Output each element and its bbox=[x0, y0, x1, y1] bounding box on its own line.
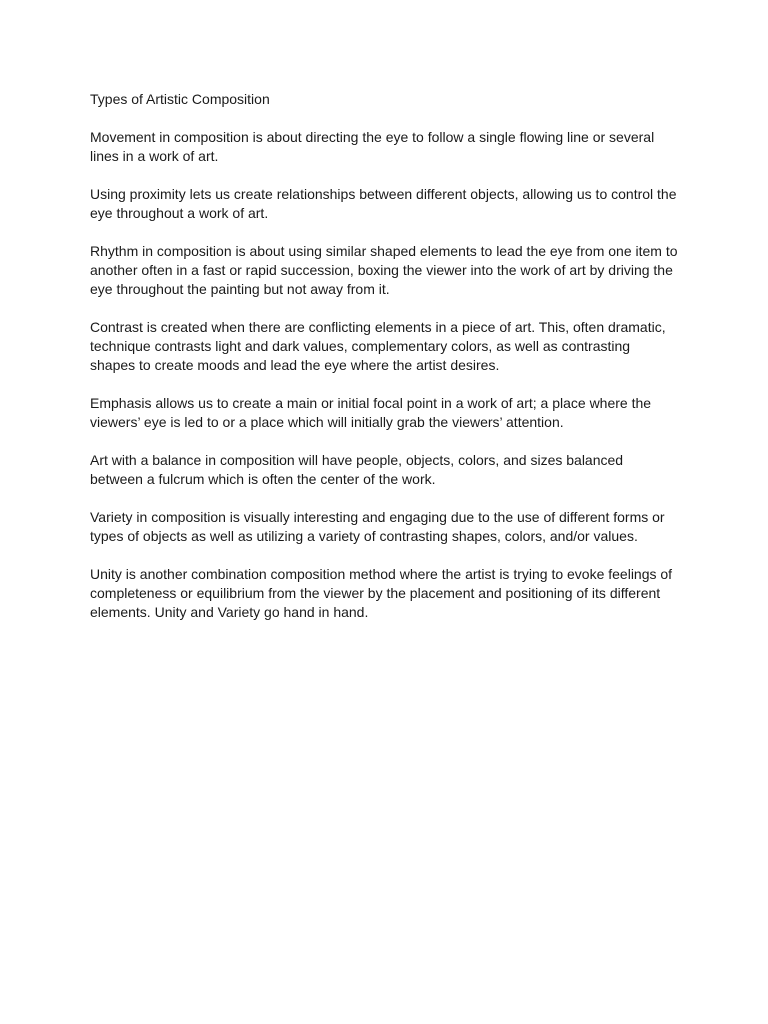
paragraph-balance: Art with a balance in composition will have people, objects, colors, and sizes balanced between a fulcrum which is often the center of the work. bbox=[90, 452, 624, 487]
paragraph-unity: Unity is another combination composition method where the artist is trying to evoke feelings of completeness or equilibrium from the viewer by the placement and positioning of its different elements. Unity and Variety go hand in hand. bbox=[90, 566, 673, 620]
paragraph-contrast: Contrast is created when there are conflicting elements in a piece of art. This, often dramatic, technique contrasts light and dark values, complementary colors, as well as contrasting shapes to create moods and lead the eye where the artist desires. bbox=[90, 319, 666, 373]
document-body bbox=[90, 90, 678, 641]
paragraph-proximity: Using proximity lets us create relationships between different objects, allowing us to control the eye throughout a work of art. bbox=[90, 186, 677, 221]
paragraph-movement: Movement in composition is about directing the eye to follow a single flowing line or several lines in a work of art. bbox=[90, 129, 655, 164]
paragraph-rhythm: Rhythm in composition is about using similar shaped elements to lead the eye from one item to another often in a fast or rapid succession, boxing the viewer into the work of art by driving the eye throughout the painting but not away from it. bbox=[90, 243, 678, 297]
document-title: Types of Artistic Composition bbox=[90, 91, 270, 107]
paragraph-variety: Variety in composition is visually interesting and engaging due to the use of different forms or types of objects as well as utilizing a variety of contrasting shapes, colors, and/or values. bbox=[90, 509, 665, 544]
paragraph-emphasis: Emphasis allows us to create a main or initial focal point in a work of art; a place where the viewers’ eye is led to or a place which will initially grab the viewers’ attention. bbox=[90, 395, 652, 430]
